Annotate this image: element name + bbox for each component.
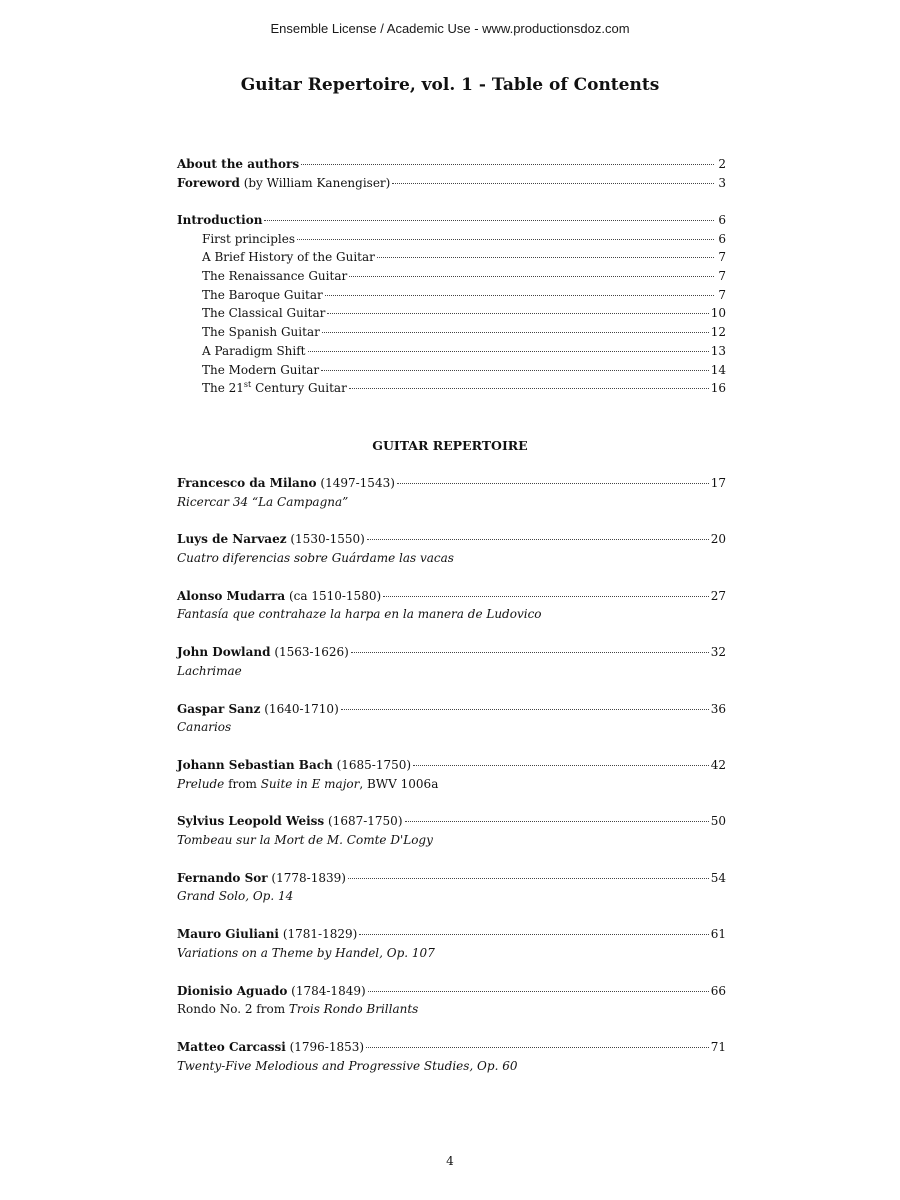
repertoire-entry[interactable] xyxy=(177,700,726,737)
toc-entry-label: About the authors xyxy=(177,157,300,171)
toc-subentry[interactable] xyxy=(177,267,726,286)
dot-leader xyxy=(264,220,714,221)
toc-page-number: 17 xyxy=(710,476,726,490)
repertoire-entry[interactable] xyxy=(177,869,726,906)
dot-leader xyxy=(308,351,709,352)
toc-entry-foreword[interactable] xyxy=(177,174,726,193)
work-title: Twenty-Five Melodious and Progressive Studies, Op. 60 xyxy=(177,1058,518,1073)
license-header: Ensemble License / Academic Use - www.productionsdoz.com xyxy=(270,21,630,36)
page-title: Guitar Repertoire, vol. 1 - Table of Contents xyxy=(240,75,660,95)
toc-page-number: 14 xyxy=(710,362,726,377)
work-title: Fantasía que contrahaze la harpa en la manera de Ludovico xyxy=(177,607,542,622)
composer-name: Gaspar Sanz xyxy=(177,701,261,716)
toc-page-number: 36 xyxy=(710,701,726,716)
introduction-list xyxy=(177,211,726,398)
composer-name: Alonso Mudarra xyxy=(177,588,286,603)
composer-dates: (1685-1750) xyxy=(332,758,412,772)
toc-page-number: 27 xyxy=(710,588,726,603)
toc-entry-suffix: (by William Kanengiser) xyxy=(239,175,391,190)
toc-page-number: 50 xyxy=(710,814,726,829)
composer-dates: (1778-1839) xyxy=(267,870,346,885)
toc-entry-introduction[interactable] xyxy=(177,211,726,230)
toc-entry-label: Foreword xyxy=(177,175,240,190)
dot-leader xyxy=(367,539,709,540)
repertoire-entry[interactable] xyxy=(177,530,726,567)
dot-leader xyxy=(383,596,709,597)
dot-leader xyxy=(413,765,709,766)
toc-subentry[interactable] xyxy=(177,248,726,267)
dot-leader xyxy=(349,388,709,389)
dot-leader xyxy=(366,1047,709,1048)
dot-leader xyxy=(368,991,709,992)
toc-page-number: 2 xyxy=(718,157,726,171)
dot-leader xyxy=(301,164,714,165)
toc-page-number: 32 xyxy=(710,645,726,660)
composer-name: Dionisio Aguado xyxy=(177,983,288,998)
toc-subentry[interactable] xyxy=(177,323,726,342)
composer-name: Luys de Narvaez xyxy=(177,532,287,547)
toc-page-number: 10 xyxy=(710,306,726,321)
toc-entry-label: A Brief History of the Guitar xyxy=(202,250,375,265)
toc-entry-label: The Baroque Guitar xyxy=(202,287,323,302)
dot-leader xyxy=(348,878,709,879)
toc-page-number: 6 xyxy=(718,231,726,246)
toc-subentry[interactable] xyxy=(177,379,726,398)
page-number: 4 xyxy=(446,1154,454,1168)
repertoire-entry[interactable] xyxy=(177,587,726,624)
composer-dates: (1784-1849) xyxy=(287,983,366,998)
toc-entry-label: Introduction xyxy=(177,213,263,227)
repertoire-entry[interactable] xyxy=(177,1038,726,1075)
toc-entry-label: The 21st Century Guitar xyxy=(202,380,347,396)
composer-name: Matteo Carcassi xyxy=(177,1040,286,1054)
dot-leader xyxy=(392,183,714,184)
repertoire-entry[interactable] xyxy=(177,643,726,680)
toc-page-number: 16 xyxy=(710,381,726,396)
toc-subentry[interactable] xyxy=(177,286,726,305)
toc-page-number: 3 xyxy=(718,175,726,190)
composer-dates: (1796-1853) xyxy=(285,1040,365,1054)
repertoire-entry[interactable] xyxy=(177,474,726,511)
toc-page-number: 7 xyxy=(718,250,726,265)
toc-page-number: 13 xyxy=(710,343,726,358)
repertoire-heading: GUITAR REPERTOIRE xyxy=(372,438,528,453)
composer-dates: (1530-1550) xyxy=(286,532,365,547)
dot-leader xyxy=(341,709,709,710)
toc-page-number: 12 xyxy=(710,325,726,340)
work-title: Cuatro diferencias sobre Guárdame las vacas xyxy=(177,551,454,566)
repertoire-entry[interactable] xyxy=(177,982,726,1019)
toc-page-number: 42 xyxy=(710,758,726,772)
dot-leader xyxy=(359,934,708,935)
toc-entry-label: The Modern Guitar xyxy=(202,362,320,377)
toc-page-number: 61 xyxy=(710,927,726,942)
dot-leader xyxy=(405,821,709,822)
repertoire-entry[interactable] xyxy=(177,812,726,849)
dot-leader xyxy=(321,370,709,371)
composer-dates: (ca 1510-1580) xyxy=(285,588,382,603)
composer-dates: (1640-1710) xyxy=(260,701,339,716)
work-title: Prelude from Suite in E major, BWV 1006a xyxy=(177,776,439,791)
front-matter-list xyxy=(177,155,726,192)
composer-dates: (1687-1750) xyxy=(324,814,403,829)
composer-dates: (1497-1543) xyxy=(316,476,395,490)
composer-dates: (1781-1829) xyxy=(279,927,358,942)
composer-name: Johann Sebastian Bach xyxy=(177,758,333,772)
toc-entry-label: First principles xyxy=(202,231,296,246)
dot-leader xyxy=(322,332,709,333)
dot-leader xyxy=(327,313,708,314)
toc-subentry[interactable] xyxy=(177,361,726,380)
toc-entry-label: The Spanish Guitar xyxy=(202,325,320,340)
composer-name: John Dowland xyxy=(177,645,271,660)
toc-subentry[interactable] xyxy=(177,304,726,323)
toc-page-number: 7 xyxy=(718,269,726,284)
toc-page-number: 6 xyxy=(718,213,726,227)
toc-subentry[interactable] xyxy=(177,342,726,361)
dot-leader xyxy=(377,257,714,258)
work-title: Variations on a Theme by Handel, Op. 107 xyxy=(177,945,435,960)
composer-name: Fernando Sor xyxy=(177,870,268,885)
repertoire-entry[interactable] xyxy=(177,925,726,962)
dot-leader xyxy=(351,652,709,653)
toc-page-number: 20 xyxy=(710,532,726,547)
work-title: Grand Solo, Op. 14 xyxy=(177,889,294,904)
toc-subentry[interactable] xyxy=(177,230,726,249)
composer-dates: (1563-1626) xyxy=(270,645,349,660)
dot-leader xyxy=(297,239,714,240)
toc-entry-label: The Classical Guitar xyxy=(202,306,326,321)
work-title: Canarios xyxy=(177,720,232,735)
toc-page-number: 71 xyxy=(710,1040,726,1054)
work-title: Ricercar 34 “La Campagna” xyxy=(177,494,349,509)
dot-leader xyxy=(349,276,714,277)
repertoire-entry[interactable] xyxy=(177,756,726,793)
work-title: Tombeau sur la Mort de M. Comte D'Logy xyxy=(177,833,433,848)
toc-entry-label: The Renaissance Guitar xyxy=(202,269,348,284)
toc-page-number: 54 xyxy=(710,870,726,885)
dot-leader xyxy=(397,483,709,484)
composer-name: Sylvius Leopold Weiss xyxy=(177,814,325,829)
toc-entry-label: A Paradigm Shift xyxy=(202,343,306,358)
toc-entry-about-authors[interactable] xyxy=(177,155,726,174)
toc-page-number: 66 xyxy=(710,983,726,998)
work-title: Lachrimae xyxy=(177,663,242,678)
composer-name: Francesco da Milano xyxy=(177,476,317,490)
dot-leader xyxy=(325,295,714,296)
toc-page-number: 7 xyxy=(718,287,726,302)
work-title: Rondo No. 2 from Trois Rondo Brillants xyxy=(177,1002,419,1017)
composer-name: Mauro Giuliani xyxy=(177,927,279,942)
